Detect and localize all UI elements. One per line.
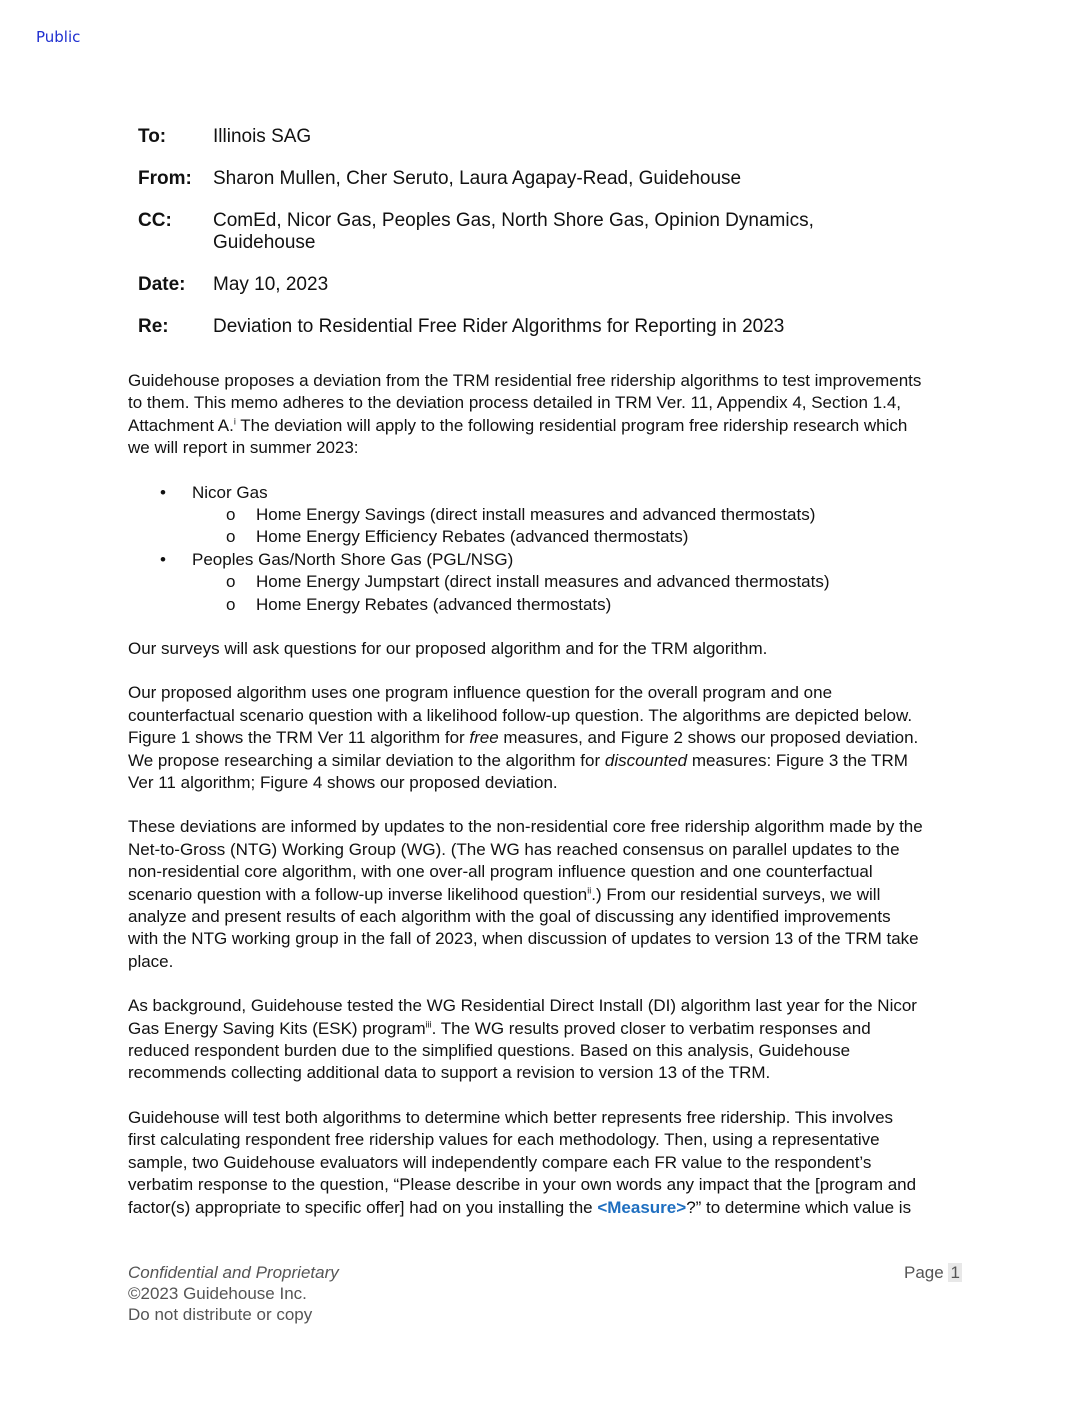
cc-value [213,210,898,254]
paragraph-line: analyze and present results of each algorithm with the goal of discussing any identified improvements [128,907,891,927]
to-value: Illinois SAG [213,126,312,147]
paragraph-line: place. [128,951,174,971]
proposed-algorithm-paragraph [128,682,968,794]
sub-list-item-label: Home Energy Rebates (advanced thermostats) [256,594,612,614]
sub-list-item-label: Home Energy Savings (direct install measures and advanced thermostats) [256,505,816,525]
emphasis-free: free [469,728,499,748]
paragraph-line: with the NTG working group in the fall of 2023, when discussion of updates to version 13 of the TRM take [128,929,919,949]
intro-line: Attachment A. [128,415,234,435]
re-row [138,316,898,338]
bullet-icon: • [160,549,166,569]
memo-body [128,370,968,1241]
sub-bullet-icon: o [226,572,236,592]
paragraph-line: Ver 11 algorithm; Figure 4 shows our proposed deviation. [128,773,558,792]
paragraph-line: Gas Energy Saving Kits (ESK) program [128,1018,426,1038]
copyright-label: ©2023 Guidehouse Inc. [128,1284,307,1303]
from-value: Sharon Mullen, Cher Seruto, Laura Agapay-Read, Guidehouse [213,168,742,189]
date-row [138,274,898,296]
measure-placeholder-link[interactable]: <Measure> [597,1197,687,1217]
paragraph-line: sample, two Guidehouse evaluators will independently compare each FR value to the respondent’s [128,1152,872,1172]
date-label: Date: [138,274,186,295]
paragraph-line: verbatim response to the question, “Please describe in your own words any impact that the [program and [128,1175,917,1195]
sub-list-item [128,526,968,548]
paragraph-line: recommends collecting additional data to support a revision to version 13 of the TRM. [128,1063,771,1083]
sub-list-item [128,571,968,593]
sub-list-item [128,504,968,526]
paragraph-line: non-residential core algorithm, with one over-all program influence question and one counterfactual [128,862,873,882]
sub-bullet-icon: o [226,527,236,547]
sub-bullet-icon: o [226,505,236,525]
intro-line: we will report in summer 2023: [128,438,359,458]
paragraph-line: scenario question with a follow-up inverse likelihood question [128,884,588,904]
page-indicator [904,1262,962,1283]
footnote-ref[interactable]: i [233,416,236,427]
emphasis-discounted: discounted [604,750,688,770]
deviations-paragraph [128,816,968,973]
paragraph-line: As background, Guidehouse tested the WG Residential Direct Install (DI) algorithm last year for the Nicor [128,996,917,1016]
paragraph-line: counterfactual scenario question with a likelihood follow-up question. The algorithms are depicted below. [128,705,913,725]
surveys-paragraph: Our surveys will ask questions for our proposed algorithm and for the TRM algorithm. [128,638,768,658]
paragraph-line: reduced respondent burden due to the simplified questions. Based on this analysis, Guidehouse [128,1041,851,1061]
cc-value-line2: Guidehouse [213,232,316,253]
list-item [128,482,968,504]
paragraph-line: Our proposed algorithm uses one program influence question for the overall program and one [128,683,833,703]
cc-value-line1: ComEd, Nicor Gas, Peoples Gas, North Shore Gas, Opinion Dynamics, [213,210,814,231]
page-label: Page [904,1263,949,1282]
paragraph-line: first calculating respondent free ridership values for each methodology. Then, using a representative [128,1130,880,1150]
intro-paragraph [128,370,968,460]
intro-line: to them. This memo adheres to the deviation process detailed in TRM Ver. 11, Appendix 4, Section 1.4, [128,393,902,413]
sub-list-item-label: Home Energy Jumpstart (direct install measures and advanced thermostats) [256,572,830,592]
paragraph-line: ?” to determine which value is [686,1197,912,1217]
list-item [128,549,968,571]
footnote-ref[interactable]: ii [587,884,592,895]
re-value: Deviation to Residential Free Rider Algorithms for Reporting in 2023 [213,316,785,337]
to-label: To: [138,126,167,147]
memo-header [138,126,898,358]
from-row [138,168,898,190]
sub-bullet-icon: o [226,594,236,614]
paragraph-line: Figure 1 shows the TRM Ver 11 algorithm for [128,728,470,748]
test-paragraph [128,1107,968,1219]
paragraph-line: measures: Figure 3 the TRM [687,750,908,770]
footer-left [128,1262,339,1325]
paragraph-line: These deviations are informed by updates to the non-residential core free ridership algorithm made by the [128,817,923,837]
list-item-label: Peoples Gas/North Shore Gas (PGL/NSG) [192,549,514,569]
intro-line: The deviation will apply to the following residential program free ridership research which [235,415,908,435]
from-label: From: [138,168,192,189]
paragraph-line: Net-to-Gross (NTG) Working Group (WG). (The WG has reached consensus on parallel updates to the [128,839,900,859]
sub-list-item [128,594,968,616]
to-row [138,126,898,148]
list-item-label: Nicor Gas [192,482,268,502]
cc-row [138,210,898,254]
cc-label: CC: [138,210,172,231]
classification-label: Public [36,28,81,46]
paragraph-line: We propose researching a similar deviation to the algorithm for [128,750,605,770]
bullet-icon: • [160,482,166,502]
intro-line: Guidehouse proposes a deviation from the TRM residential free ridership algorithms to test improvements [128,371,922,390]
confidential-label: Confidential and Proprietary [128,1263,339,1282]
paragraph-line: factor(s) appropriate to specific offer] had on you installing the [128,1197,598,1217]
distribution-label: Do not distribute or copy [128,1305,313,1324]
paragraph-line: .) From our residential surveys, we will [591,884,881,904]
page-number[interactable]: 1 [950,1263,960,1282]
re-label: Re: [138,316,169,337]
paragraph-line: . The WG results proved closer to verbatim responses and [431,1018,871,1038]
background-paragraph [128,995,968,1085]
date-value: May 10, 2023 [213,274,329,295]
paragraph-line: measures, and Figure 2 shows our proposed deviation. [498,728,919,748]
sub-list-item-label: Home Energy Efficiency Rebates (advanced thermostats) [256,527,689,547]
program-list [128,482,968,616]
footnote-ref[interactable]: iii [425,1019,432,1029]
paragraph-line: Guidehouse will test both algorithms to determine which better represents free ridership. This involves [128,1107,894,1127]
